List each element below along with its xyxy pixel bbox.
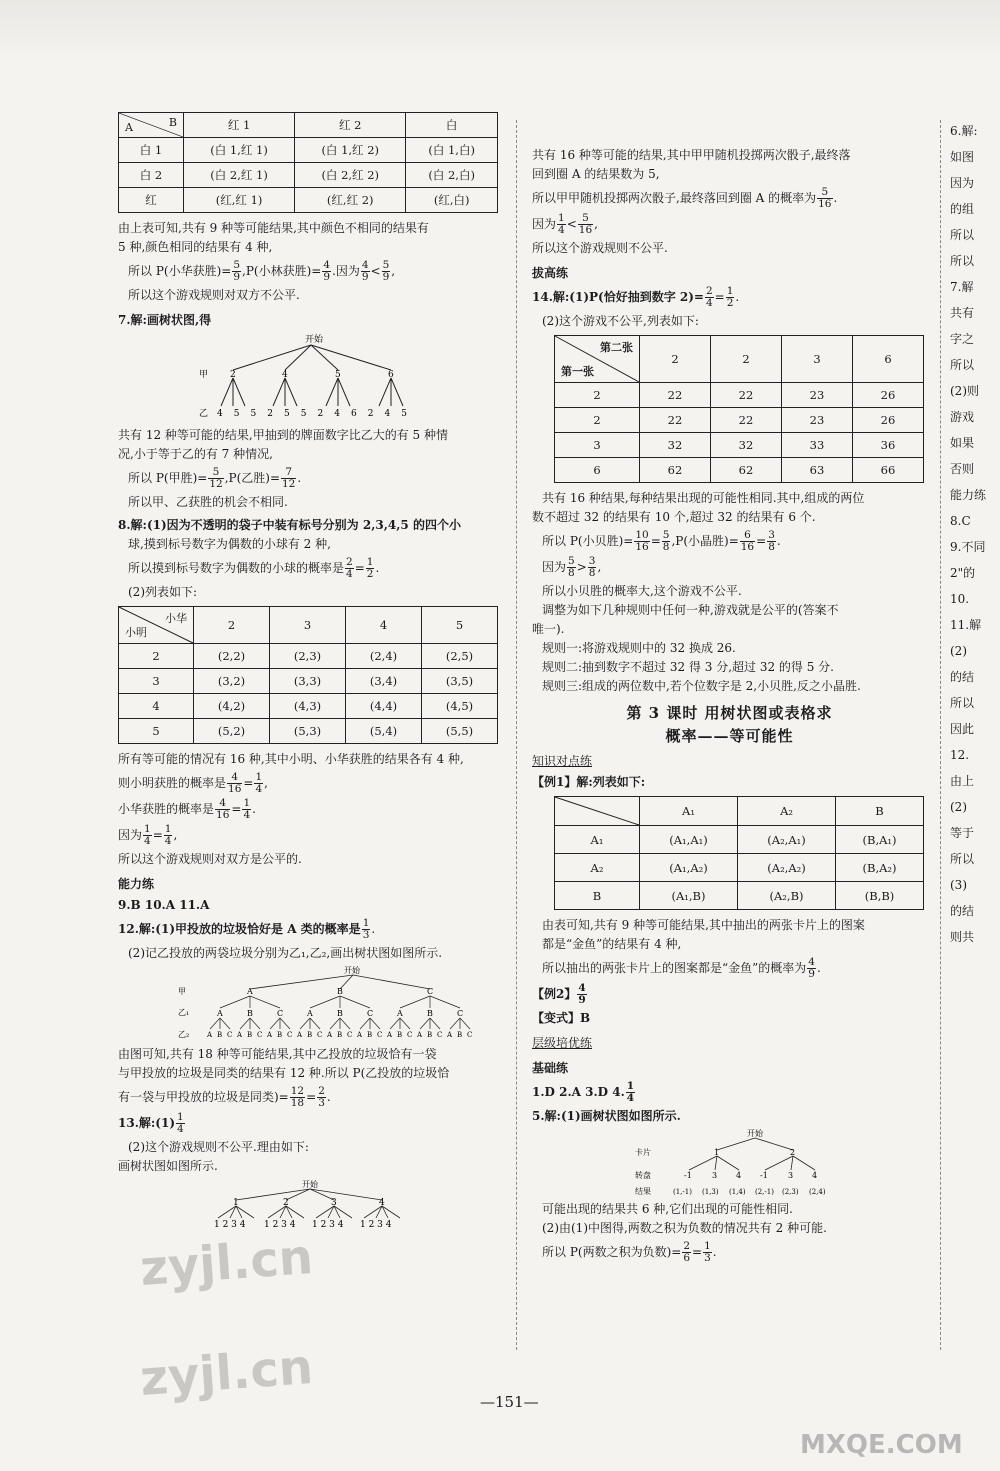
edge-text: 的结 [950,670,975,684]
svg-text:乙₁: 乙₁ [178,1008,190,1017]
tree-leaf: C [437,1031,443,1039]
text-line: 规则三:组成的两位数中,若个位数字是 2,小贝胜,反之小晶胜. [542,679,861,693]
table-row: B (A₁,B) (A₂,B) (B,B) [555,882,924,910]
svg-text:(1,3): (1,3) [701,1188,719,1196]
text-line: 球,摸到标号数字为偶数的小球有 2 种, [128,537,331,551]
tree-diagram-5 [615,1128,845,1198]
text-line: 调整为如下几种规则中任何一种,游戏就是公平的(答案不 [542,603,839,617]
table-row: 白 2 (白 2,红 1) (白 2,红 2) (白 2,白) [119,163,498,188]
svg-text:3: 3 [787,1171,793,1180]
edge-text: 字之 [950,332,975,346]
edge-text: 8.C [950,514,971,528]
question-13: 13.解:(1) $\frac{1}{4}$ [118,1111,184,1135]
table-header: 3 [782,336,853,383]
edge-text: (2) [950,800,967,814]
edge-text: 10. [950,592,970,606]
tree-node: A [217,1009,223,1018]
edge-text: 如图 [950,150,975,164]
svg-text:乙₂: 乙₂ [178,1030,190,1039]
tree-leaf: A [267,1031,273,1039]
tree-leaf: C [347,1031,353,1039]
svg-text:1 2 3 4: 1 2 3 4 [214,1220,246,1230]
edge-text: 所以 [950,358,975,372]
tree-leaf: B [427,1031,433,1039]
edge-text: 因为 [950,176,975,190]
scan-shadow [0,0,1000,60]
svg-text:(2,4): (2,4) [808,1188,826,1196]
edge-text: 如果 [950,436,975,450]
tree-leaf: A [297,1031,303,1039]
answer-line: 1.D 2.A 3.D 4. $\frac{1}{4}$ [532,1080,635,1104]
text-line: 5 种,颜色相同的结果有 4 种, [118,240,273,254]
formula-line: 因为 $\frac{5}{8}$ > $\frac{3}{8}$ , [542,555,602,579]
svg-text:(1,4): (1,4) [728,1188,746,1196]
table-row: 3 32 32 33 36 [555,433,924,458]
table-row: 白 1 (白 1,红 1) (白 1,红 2) (白 1,白) [119,138,498,163]
svg-text:3: 3 [331,1198,337,1208]
tree-leaf: C [467,1031,473,1039]
formula-line: 所以甲甲随机投掷两次骰子,最终落回到圈 A 的概率为 $\frac{5}{16}$ . [532,186,838,210]
formula-line: 因为 $\frac{1}{4}$ < $\frac{5}{16}$ , [532,212,598,236]
watermark: zyjl.cn [138,1229,315,1297]
table-row: 2 (2,2) (2,3) (2,4) (2,5) [119,644,498,669]
tree-leaf: B [367,1031,373,1039]
edge-text: 否则 [950,462,975,476]
formula-line: 有一袋与甲投放的垃圾是同类)= $\frac{12}{18}$ = $\frac{2}{3}$ . [118,1085,331,1109]
watermark: zyjl.cn [138,1339,315,1407]
text-line: 唯一). [532,622,565,636]
tree-leaf: B [277,1031,283,1039]
tree-node: C [367,1009,374,1018]
svg-text:1 2 3 4: 1 2 3 4 [312,1220,344,1230]
example-2: 【例2】 $\frac{4}{9}$ [532,982,586,1006]
svg-text:4: 4 [379,1198,385,1208]
text-line: (2)这个游戏不公平,列表如下: [542,314,699,328]
text-line: 规则一:将游戏规则中的 32 换成 26. [542,641,736,655]
text-line: 规则二:抽到数字不超过 32 得 3 分,超过 32 的得 5 分. [542,660,834,674]
svg-text:1: 1 [233,1198,239,1208]
formula-line: 因为 $\frac{1}{4}$ = $\frac{1}{4}$ , [118,823,178,847]
edge-text: 7.解 [950,280,974,294]
svg-text:B: B [337,987,343,996]
question-14: 14.解:(1)P(恰好抽到数字 2)= $\frac{2}{4}$ = $\frac{1}{2}$ . [532,285,740,309]
svg-text:A: A [247,987,253,996]
svg-text:甲: 甲 [178,987,186,996]
tree-leaf: C [287,1031,293,1039]
text-line: 与甲投放的垃圾是同类的结果有 12 种.所以 P(乙投放的垃圾恰 [118,1066,450,1080]
text-line: 所以甲、乙获胜的机会不相同. [128,495,288,509]
page-number: —151— [480,1393,539,1411]
text-line: 所以这个游戏规则对双方不公平. [128,288,300,302]
tree-diagram-7 [193,332,423,424]
edge-text: 11.解 [950,618,982,632]
formula-line: 所以 P(小贝胜)= $\frac{10}{16}$ = $\frac{5}{8}$ ,P(小晶胜)= $\frac{6}{16}$ = $\frac{3}{8}$ . [542,529,781,553]
text-line: 数不超过 32 的结果有 10 个,超过 32 的结果有 6 个. [532,510,816,524]
edge-text: 的结 [950,904,975,918]
tree-leaf: C [317,1031,323,1039]
tree-node: A [397,1009,403,1018]
table-row: 2 22 22 23 26 [555,383,924,408]
text-line: (2)由(1)中图得,两数之积为负数的情况共有 2 种可能. [542,1221,827,1235]
question-12: 12.解:(1)甲投放的垃圾恰好是 A 类的概率是 $\frac{1}{3}$ . [118,917,376,941]
svg-text:2: 2 [283,1198,289,1208]
formula-line: 所以摸到标号数字为偶数的小球的概率是 $\frac{2}{4}$ = $\frac{1}{2}$ . [128,556,380,580]
question-8: 8.解:(1)因为不透明的袋子中装有标号分别为 2,3,4,5 的四个小 [118,518,461,532]
svg-text:2: 2 [230,370,236,380]
tree-node: C [457,1009,464,1018]
edge-text: (2) [950,644,967,658]
table-corner: B A [119,113,184,138]
text-line: 由上表可知,共有 9 种等可能结果,其中颜色不相同的结果有 [118,221,429,235]
text-line: 况,小于等于乙的有 7 种情况, [118,447,273,461]
svg-text:卡片: 卡片 [634,1148,651,1157]
svg-text:-1: -1 [759,1171,768,1180]
edge-text: 所以 [950,228,975,242]
svg-text:4: 4 [735,1171,741,1180]
lesson-subtitle: 概率——等可能性 [665,727,794,745]
text-line: 所以小贝胜的概率大,这个游戏不公平. [542,584,742,598]
edge-text: 由上 [950,774,975,788]
table-header: 5 [422,607,498,644]
tree-node: A [307,1009,313,1018]
edge-text: 12. [950,748,970,762]
tree-leaf: A [327,1031,333,1039]
edge-text: 游戏 [950,410,975,424]
svg-text:3: 3 [711,1171,717,1180]
cut-off-column [950,118,1000,950]
svg-text:4 5 5 2 5 5 2 4 6 2 4 5: 4 5 5 2 5 5 2 4 6 2 4 5 [217,409,407,419]
edge-text: 2"的 [950,566,976,580]
edge-text: 所以 [950,254,975,268]
table-corner: 第二张 第一张 [555,336,640,383]
tree-leaf: B [307,1031,313,1039]
svg-text:(2,3): (2,3) [781,1188,799,1196]
card-outcome-table [554,335,924,483]
edge-text: 能力练 [950,488,987,502]
tree-node: B [427,1009,433,1018]
tree-diagram-12 [148,965,473,1043]
tree-leaf: A [387,1031,393,1039]
svg-text:4: 4 [282,370,288,380]
edge-text: 6.解: [950,124,978,138]
table-header: 2 [194,607,270,644]
edge-text: 共有 [950,306,975,320]
svg-text:开始: 开始 [302,1180,318,1189]
watermark: MXQE.COM [800,1430,963,1460]
tree-leaf: B [337,1031,343,1039]
svg-text:甲: 甲 [199,370,209,380]
edge-text: 等于 [950,826,975,840]
tree-leaf: A [237,1031,243,1039]
svg-text:1: 1 [713,1148,719,1157]
answer-line: 9.B 10.A 11.A [118,898,210,912]
table-header: 白 [406,113,498,138]
formula-line: 所以 P(两数之积为负数)= $\frac{2}{6}$ = $\frac{1}{3}$ . [542,1240,717,1264]
edge-text: 所以 [950,852,975,866]
table-header: A₁ [640,797,738,826]
tree-leaf: B [247,1031,253,1039]
tree-diagram-13 [208,1178,408,1228]
text-line: (2)记乙投放的两袋垃圾分别为乙₁,乙₂,画出树状图如图所示. [128,946,443,960]
ball-outcome-table [118,606,498,744]
tree-start: 开始 [305,335,324,345]
table-header: 6 [853,336,924,383]
svg-text:C: C [427,987,434,996]
tree-leaf: C [407,1031,413,1039]
edge-text: (2)则 [950,384,979,398]
table-header: 2 [640,336,711,383]
text-line: 由图可知,共有 18 种等可能结果,其中乙投放的垃圾恰有一袋 [118,1047,437,1061]
table-row: 红 (红,红 1) (红,红 2) (红,白) [119,188,498,213]
tree-node: B [247,1009,253,1018]
text-line: 共有 16 种结果,每种结果出现的可能性相同.其中,组成的两位 [542,491,865,505]
tree-leaf: A [357,1031,363,1039]
text-line: 所有等可能的情况有 16 种,其中小明、小华获胜的结果各有 4 种, [118,752,464,766]
svg-text:6: 6 [388,370,394,380]
text-line: 画树状图如图所示. [118,1159,218,1173]
svg-text:结果: 结果 [634,1187,651,1196]
text-line: 所以这个游戏规则不公平. [532,241,668,255]
question-7: 7.解:画树状图,得 [118,313,212,327]
section-heading: 拔高练 [532,266,569,280]
fish-card-table [554,796,924,910]
tree-leaf: C [377,1031,383,1039]
formula-line: 则小明获胜的概率是 $\frac{4}{16}$ = $\frac{1}{4}$ , [118,771,268,795]
edge-text: 所以 [950,696,975,710]
text-line: (2)列表如下: [128,585,198,599]
table-row: 5 (5,2) (5,3) (5,4) (5,5) [119,719,498,744]
text-line: 所以这个游戏规则对双方是公平的. [118,852,302,866]
svg-text:2: 2 [789,1148,795,1157]
tree-leaf: B [457,1031,463,1039]
table-row: A₁ (A₁,A₁) (A₂,A₁) (B,A₁) [555,826,924,854]
text-line: 共有 16 种等可能的结果,其中甲甲随机投掷两次骰子,最终落 [532,148,851,162]
edge-text: 的组 [950,202,975,216]
table-row: A₂ (A₁,A₂) (A₂,A₂) (B,A₂) [555,854,924,882]
formula-line: 小华获胜的概率是 $\frac{4}{16}$ = $\frac{1}{4}$ . [118,797,256,821]
table-header: 红 1 [184,113,295,138]
right-column [532,146,927,1267]
table-header: B [836,797,924,826]
section-heading: 能力练 [118,877,155,891]
color-outcome-table [118,112,498,213]
question-5: 5.解:(1)画树状图如图所示. [532,1109,681,1123]
formula-line: 所以 P(甲胜)= $\frac{5}{12}$ ,P(乙胜)= $\frac{7}{12}$ . [128,466,302,490]
edge-text: 因此 [950,722,975,736]
column-divider [940,120,941,1350]
section-heading: 知识对点练 [532,754,593,768]
tree-leaf: C [227,1031,233,1039]
edge-text: (3) [950,878,967,892]
svg-text:(2,-1): (2,-1) [754,1188,774,1196]
table-row: 2 22 22 23 26 [555,408,924,433]
svg-text:开始: 开始 [344,966,360,975]
edge-text: 9.不同 [950,540,986,554]
svg-text:5: 5 [335,370,341,380]
tree-leaf: B [397,1031,403,1039]
tree-leaf: B [217,1031,223,1039]
left-column [118,108,498,1230]
text-line: 由表可知,共有 9 种等可能结果,其中抽出的两张卡片上的图案 [542,918,865,932]
table-row: 4 (4,2) (4,3) (4,4) (4,5) [119,694,498,719]
text-line: 共有 12 种等可能的结果,甲抽到的牌面数字比乙大的有 5 种情 [118,428,448,442]
tree-node: B [337,1009,343,1018]
text-line: 回到圈 A 的结果数为 5, [532,167,660,181]
table-corner: 小华 小明 [119,607,194,644]
text-line: (2)这个游戏规则不公平.理由如下: [128,1140,309,1154]
section-heading: 层级培优练 [532,1036,593,1050]
variant-answer: 【变式】B [532,1011,591,1025]
table-header: 4 [346,607,422,644]
table-header: 2 [711,336,782,383]
table-header: A₂ [738,797,836,826]
tree-leaf: A [447,1031,453,1039]
lesson-title: 第 3 课时 用树状图或表格求 [626,704,833,722]
svg-text:开始: 开始 [746,1129,763,1138]
tree-leaf: A [207,1031,213,1039]
formula-line: 所以抽出的两张卡片上的图案都是“金鱼”的概率为 $\frac{4}{9}$ . [542,956,821,980]
svg-text:乙: 乙 [199,409,209,419]
svg-text:-1: -1 [683,1171,692,1180]
table-row: 6 62 62 63 66 [555,458,924,483]
tree-leaf: A [417,1031,423,1039]
column-divider [516,120,517,1350]
section-heading: 基础练 [532,1061,569,1075]
table-header: 红 2 [295,113,406,138]
svg-text:1 2 3 4: 1 2 3 4 [360,1220,392,1230]
example-1: 【例1】解:列表如下: [532,775,646,789]
tree-node: C [277,1009,284,1018]
svg-text:(1,-1): (1,-1) [672,1188,692,1196]
svg-text:转盘: 转盘 [634,1171,651,1180]
svg-text:1 2 3 4: 1 2 3 4 [264,1220,296,1230]
tree-leaf: C [257,1031,263,1039]
svg-text:4: 4 [811,1171,817,1180]
formula-line: 所以 P(小华获胜)= $\frac{5}{9}$ ,P(小林获胜)= $\frac{4}{9}$ .因为 $\frac{4}{9}$ < $\frac{5}{9}$ , [128,259,396,283]
edge-text: 则共 [950,930,975,944]
table-corner [555,797,640,826]
table-row: 3 (3,2) (3,3) (3,4) (3,5) [119,669,498,694]
text-line: 都是“金鱼”的结果有 4 种, [542,937,682,951]
text-line: 可能出现的结果共 6 种,它们出现的可能性相同. [542,1202,793,1216]
table-header: 3 [270,607,346,644]
